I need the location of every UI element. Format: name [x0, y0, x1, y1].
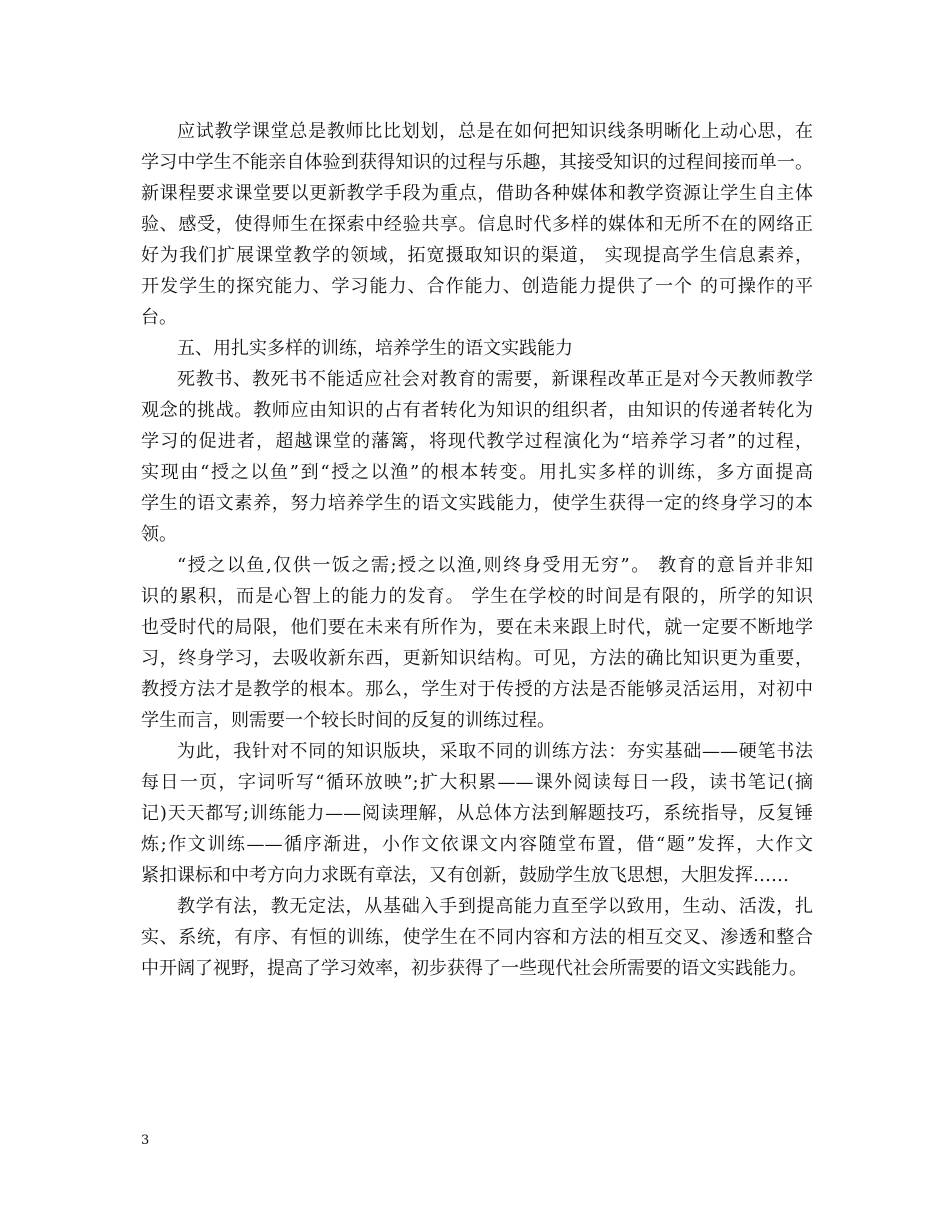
- text-line: “授之以鱼,仅供一饭之需;授之以渔,则终身受用无穷”。 教育的意旨并非知: [177, 555, 813, 576]
- text-line: 实现由“授之以鱼”到“授之以渔”的根本转变。用扎实多样的训练，多方面提高: [141, 462, 813, 483]
- text-line: 观念的挑战。教师应由知识的占有者转化为知识的组织者，由知识的传递者转化为: [141, 400, 813, 421]
- text-line: 新课程要求课堂要以更新教学手段为重点，借助各种媒体和教学资源让学生自主体: [141, 183, 813, 204]
- paragraph-training-methods: [141, 736, 813, 891]
- text-line: 识的累积，而是心智上的能力的发育。 学生在学校的时间是有限的，所学的知识: [141, 586, 813, 607]
- paragraph-teaching-concept: [141, 364, 813, 550]
- text-line: 开发学生的探究能力、学习能力、合作能力、创造能力提供了一个 的可操作的平: [141, 276, 813, 297]
- text-line: 学习的促进者，超越课堂的藩篱，将现代教学过程演化为“培养学习者”的过程，: [141, 431, 813, 452]
- text-line: 也受时代的局限，他们要在未来有所作为，要在未来跟上时代，就一定要不断地学: [141, 617, 813, 638]
- text-line: 习，终身学习，去吸收新东西，更新知识结构。可见，方法的确比知识更为重要，: [141, 648, 813, 669]
- text-line: 记)天天都写;训练能力——阅读理解，从总体方法到解题技巧，系统指导，反复锤: [141, 803, 813, 824]
- text-line: 每日一页，字词听写“循环放映”;扩大积累——课外阅读每日一段，读书笔记(摘: [141, 772, 813, 793]
- text-line: 教学有法，教无定法，从基础入手到提高能力直至学以致用，生动、活泼，扎: [177, 896, 813, 917]
- text-line: 学习中学生不能亲自体验到获得知识的过程与乐趣，其接受知识的过程间接而单一。: [141, 152, 813, 173]
- document-body: [141, 116, 813, 984]
- text-line: 死教书、教死书不能适应社会对教育的需要，新课程改革正是对今天教师教学: [177, 369, 813, 390]
- text-line: 为此，我针对不同的知识版块，采取不同的训练方法：夯实基础——硬笔书法: [177, 741, 813, 762]
- text-line: 验、感受，使得师生在探索中经验共享。信息时代多样的媒体和无所不在的网络正: [141, 214, 813, 235]
- page-number: 3: [141, 1133, 150, 1148]
- text-line: 台。: [141, 307, 177, 328]
- text-line: 领。: [141, 524, 177, 545]
- text-line: 炼;作文训练——循序渐进，小作文依课文内容随堂布置，借“题”发挥，大作文: [141, 834, 813, 855]
- text-line: 中开阔了视野，提高了学习效率，初步获得了一些现代社会所需要的语文实践能力。: [141, 958, 807, 979]
- heading-text: 五、用扎实多样的训练，培养学生的语文实践能力: [177, 338, 573, 359]
- text-line: 紧扣课标和中考方向力求既有章法，又有创新，鼓励学生放飞思想，大胆发挥……: [141, 865, 789, 886]
- text-line: 实、系统，有序、有恒的训练，使学生在不同内容和方法的相互交叉、渗透和整合: [141, 927, 813, 948]
- text-line: 教授方法才是教学的根本。那么，学生对于传授的方法是否能够灵活运用，对初中: [141, 679, 813, 700]
- text-line: 学生的语文素养，努力培养学生的语文实践能力，使学生获得一定的终身学习的本: [141, 493, 813, 514]
- paragraph-teaching-method: [141, 550, 813, 736]
- text-line: 应试教学课堂总是教师比比划划，总是在如何把知识线条明晰化上动心思，在: [177, 121, 813, 142]
- text-line: 好为我们扩展课堂教学的领域，拓宽摄取知识的渠道， 实现提高学生信息素养，: [141, 245, 813, 266]
- paragraph-conclusion: [141, 891, 813, 984]
- text-line: 学生而言，则需要一个较长时间的反复的训练过程。: [141, 710, 555, 731]
- section-heading: [141, 333, 813, 364]
- paragraph-media-platform: [141, 116, 813, 333]
